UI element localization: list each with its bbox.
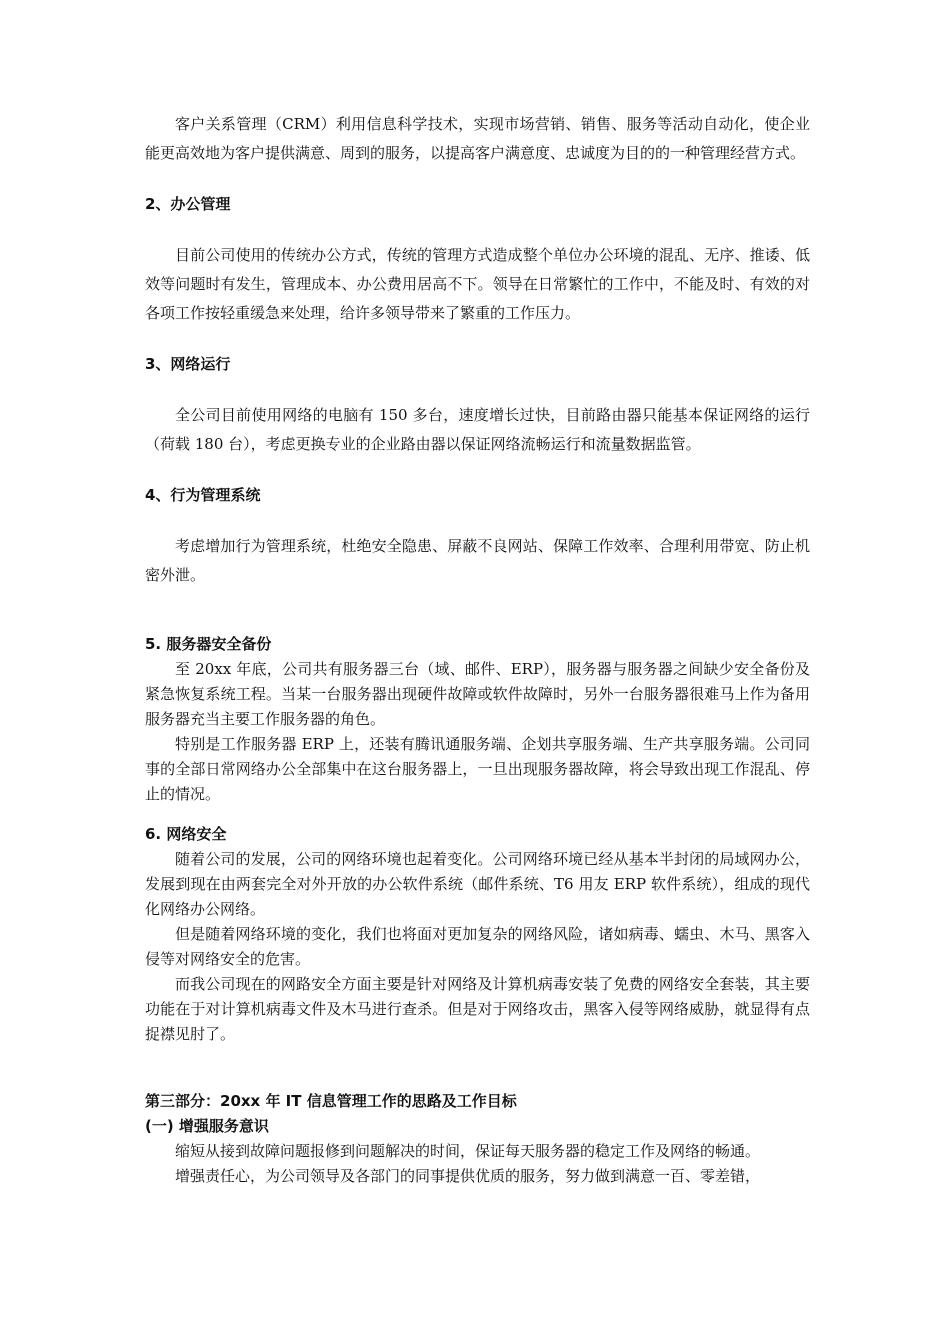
server-backup-paragraph-1: 至 20xx 年底，公司共有服务器三台（域、邮件、ERP），服务器与服务器之间缺少安全备份及紧急恢复系统工程。当某一台服务器出现硬件故障或软件故障时，另外一台服务器很难马上作为备用服务器充当主要工作服务器的角色。 (145, 660, 810, 728)
network-run-paragraph: 全公司目前使用网络的电脑有 150 多台，速度增长过快，目前路由器只能基本保证网络的运行（荷载 180 台），考虑更换专业的企业路由器以保证网络流畅运行和流量数据监管。 (145, 406, 810, 453)
part3-paragraph-2: 增强责任心，为公司领导及各部门的同事提供优质的服务，努力做到满意一百、零差错， (175, 1167, 761, 1185)
office-paragraph: 目前公司使用的传统办公方式，传统的管理方式造成整个单位办公环境的混乱、无序、推诿、低效等问题时有发生，管理成本、办公费用居高不下。领导在日常繁忙的工作中，不能及时、有效的对各项工作按轻重缓急来处理，给许多领导带来了繁重的工作压力。 (145, 246, 810, 322)
server-backup-paragraph-2: 特别是工作服务器 ERP 上，还装有腾讯通服务端、企划共享服务端、生产共享服务端。公司同事的全部日常网络办公全部集中在这台服务器上，一旦出现服务器故障，将会导致出现工作混乱、停止的情况。 (145, 735, 810, 803)
network-security-paragraph-2: 但是随着网络环境的变化，我们也将面对更加复杂的网络风险，诸如病毒、蠕虫、木马、黑客入侵等对网络安全的危害。 (145, 925, 810, 968)
network-security-paragraph-3: 而我公司现在的网路安全方面主要是针对网络及计算机病毒安装了免费的网络安全套装，其主要功能在于对计算机病毒文件及木马进行查杀。但是对于网络攻击，黑客入侵等网络威胁，就显得有点捉襟见肘了。 (145, 975, 810, 1043)
crm-paragraph: 客户关系管理（CRM）利用信息科学技术，实现市场营销、销售、服务等活动自动化，使企业能更高效地为客户提供满意、周到的服务，以提高客户满意度、忠诚度为目的的一种管理经营方式。 (145, 115, 810, 162)
office-heading: 2、办公管理 (145, 195, 231, 213)
part3-heading: 第三部分：20xx 年 IT 信息管理工作的思路及工作目标 (145, 1092, 517, 1110)
server-backup-heading: 5. 服务器安全备份 (145, 635, 272, 653)
behavior-heading: 4、行为管理系统 (145, 486, 261, 504)
network-security-paragraph-1: 随着公司的发展，公司的网络环境也起着变化。公司网络环境已经从基本半封闭的局域网办公，发展到现在由两套完全对外开放的办公软件系统（邮件系统、T6 用友 ERP 软件系统），组成的现代化网络办公网络。 (145, 850, 810, 918)
document-body (145, 110, 810, 1189)
network-run-heading: 3、网络运行 (145, 355, 231, 373)
part3-sub-heading: (一) 增强服务意识 (145, 1117, 269, 1135)
behavior-paragraph: 考虑增加行为管理系统，杜绝安全隐患、屏蔽不良网站、保障工作效率、合理利用带宽、防止机密外泄。 (145, 537, 810, 584)
network-security-heading: 6. 网络安全 (145, 825, 227, 843)
part3-paragraph-1: 缩短从接到故障问题报修到问题解决的时间，保证每天服务器的稳定工作及网络的畅通。 (175, 1142, 761, 1160)
